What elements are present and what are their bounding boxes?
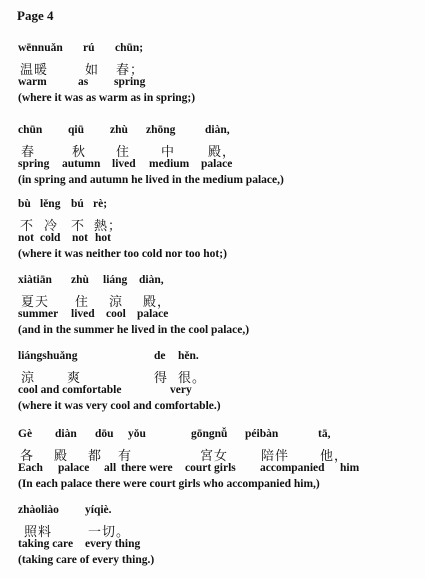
chinese-word: 夏天 bbox=[21, 295, 50, 310]
chinese-line bbox=[18, 367, 418, 384]
pinyin-word: zhōng bbox=[146, 124, 176, 136]
chinese-word: 很。 bbox=[178, 371, 207, 386]
chinese-word: 熱； bbox=[94, 219, 123, 234]
english-gloss-line bbox=[18, 384, 418, 400]
chinese-word: 殿 bbox=[54, 449, 69, 464]
pinyin-word: gōngnǚ bbox=[191, 428, 228, 440]
gloss-word: very bbox=[170, 384, 192, 396]
pinyin-word: dōu bbox=[95, 428, 114, 440]
chinese-line bbox=[18, 141, 418, 158]
pinyin-word: diàn, bbox=[139, 274, 164, 286]
chinese-word: 宮女 bbox=[200, 449, 229, 464]
chinese-word: 住 bbox=[75, 295, 90, 310]
gloss-word: cool and comfortable bbox=[18, 384, 122, 396]
pinyin-line bbox=[18, 274, 418, 291]
translation-text: (where it was neither too cold nor too hot;) bbox=[18, 248, 227, 260]
gloss-word: Each bbox=[18, 462, 43, 474]
translation-text: (taking care of every thing.) bbox=[18, 554, 155, 566]
stanza-3 bbox=[18, 198, 418, 264]
chinese-word: 春； bbox=[116, 63, 145, 78]
pinyin-word: yǒu bbox=[128, 428, 146, 440]
gloss-word: all bbox=[104, 462, 117, 474]
gloss-word: cool bbox=[106, 308, 126, 320]
pinyin-line bbox=[18, 42, 418, 59]
pinyin-word: qiū bbox=[68, 124, 84, 136]
chinese-line bbox=[18, 291, 418, 308]
pinyin-word: chūn bbox=[18, 124, 43, 136]
translation-line bbox=[18, 174, 418, 190]
pinyin-line bbox=[18, 198, 418, 215]
chinese-word: 殿， bbox=[208, 145, 237, 160]
chinese-word: 温暖 bbox=[20, 63, 49, 78]
chinese-word: 涼 bbox=[21, 371, 36, 386]
pinyin-word: diàn bbox=[55, 428, 77, 440]
gloss-word: every thing bbox=[85, 538, 141, 550]
gloss-word: spring bbox=[114, 76, 146, 88]
gloss-word: warm bbox=[18, 76, 47, 88]
gloss-word: medium bbox=[149, 158, 190, 170]
translation-line bbox=[18, 92, 418, 108]
gloss-word: him bbox=[340, 462, 360, 474]
pinyin-word: rè; bbox=[93, 198, 108, 210]
gloss-word: accompanied bbox=[260, 462, 325, 474]
chinese-line bbox=[18, 59, 418, 76]
chinese-word: 涼 bbox=[109, 295, 124, 310]
gloss-word: lived bbox=[112, 158, 136, 170]
translation-text: (In each palace there were court girls who accompanied him,) bbox=[18, 478, 320, 490]
stanza-5 bbox=[18, 350, 418, 416]
gloss-word: autumn bbox=[62, 158, 101, 170]
chinese-word: 秋 bbox=[72, 145, 87, 160]
gloss-word: lived bbox=[71, 308, 95, 320]
stanza-6 bbox=[18, 428, 418, 494]
gloss-word: court girls bbox=[185, 462, 236, 474]
stanza-7 bbox=[18, 504, 418, 570]
chinese-word: 不 bbox=[20, 219, 35, 234]
pinyin-line bbox=[18, 350, 418, 367]
pinyin-word: xiàtiān bbox=[18, 274, 52, 286]
translation-text: (in spring and autumn he lived in the medium palace,) bbox=[18, 174, 284, 186]
gloss-word: cold bbox=[40, 232, 61, 244]
gloss-word: palace bbox=[201, 158, 233, 170]
english-gloss-line bbox=[18, 538, 418, 554]
pinyin-word: liáng bbox=[103, 274, 128, 286]
pinyin-word: Gè bbox=[18, 428, 33, 440]
chinese-word: 中 bbox=[161, 145, 176, 160]
pinyin-word: lěng bbox=[40, 198, 61, 210]
pinyin-word: wēnnuǎn bbox=[18, 42, 63, 54]
translation-text: (where it was as warm as in spring;) bbox=[18, 92, 196, 104]
gloss-word: palace bbox=[137, 308, 169, 320]
chinese-word: 住 bbox=[116, 145, 131, 160]
translation-line bbox=[18, 554, 418, 570]
chinese-word: 都 bbox=[88, 449, 103, 464]
chinese-word: 陪伴 bbox=[261, 449, 290, 464]
pinyin-word: rú bbox=[83, 42, 95, 54]
pinyin-line bbox=[18, 428, 418, 445]
chinese-word: 冷 bbox=[44, 219, 59, 234]
pinyin-word: zhàoliào bbox=[18, 504, 59, 516]
gloss-word: palace bbox=[58, 462, 90, 474]
gloss-word: taking care bbox=[18, 538, 74, 550]
chinese-word: 一切。 bbox=[88, 525, 131, 540]
english-gloss-line bbox=[18, 462, 418, 478]
english-gloss-line bbox=[18, 76, 418, 92]
chinese-word: 照料 bbox=[24, 525, 53, 540]
pinyin-word: zhù bbox=[110, 124, 128, 136]
pinyin-word: hěn. bbox=[178, 350, 199, 362]
pinyin-line bbox=[18, 124, 418, 141]
stanza-4 bbox=[18, 274, 418, 340]
english-gloss-line bbox=[18, 308, 418, 324]
chinese-word: 如 bbox=[85, 63, 100, 78]
page-number: Page 4 bbox=[17, 8, 54, 23]
chinese-line bbox=[18, 445, 418, 462]
chinese-word: 有 bbox=[118, 449, 133, 464]
pinyin-word: bù bbox=[18, 198, 31, 210]
gloss-word: as bbox=[78, 76, 89, 88]
gloss-word: summer bbox=[18, 308, 59, 320]
gloss-word: hot bbox=[95, 232, 111, 244]
translation-text: (where it was very cool and comfortable.) bbox=[18, 400, 221, 412]
pinyin-word: yíqiè. bbox=[85, 504, 112, 516]
pinyin-word: bú bbox=[71, 198, 84, 210]
stanza-2 bbox=[18, 124, 418, 190]
chinese-line bbox=[18, 215, 418, 232]
pinyin-word: chūn; bbox=[115, 42, 144, 54]
chinese-word: 各 bbox=[20, 449, 35, 464]
pinyin-line bbox=[18, 504, 418, 521]
english-gloss-line bbox=[18, 232, 418, 248]
chinese-word: 春 bbox=[21, 145, 36, 160]
gloss-word: spring bbox=[18, 158, 50, 170]
pinyin-word: péibàn bbox=[245, 428, 279, 440]
chinese-word: 爽 bbox=[67, 371, 82, 386]
chinese-word: 不 bbox=[71, 219, 86, 234]
gloss-word: not bbox=[72, 232, 88, 244]
gloss-word: there were bbox=[121, 462, 173, 474]
translation-text: (and in the summer he lived in the cool palace,) bbox=[18, 324, 250, 336]
translation-line bbox=[18, 478, 418, 494]
chinese-line bbox=[18, 521, 418, 538]
chinese-word: 殿， bbox=[143, 295, 172, 310]
pinyin-word: zhù bbox=[71, 274, 89, 286]
pinyin-word: diàn, bbox=[205, 124, 230, 136]
translation-line bbox=[18, 400, 418, 416]
pinyin-word: de bbox=[154, 350, 166, 362]
english-gloss-line bbox=[18, 158, 418, 174]
pinyin-word: liángshuǎng bbox=[18, 350, 78, 362]
chinese-word: 他， bbox=[320, 449, 349, 464]
gloss-word: not bbox=[18, 232, 34, 244]
translation-line bbox=[18, 248, 418, 264]
chinese-word: 得 bbox=[154, 371, 169, 386]
pinyin-word: tā, bbox=[318, 428, 331, 440]
stanza-1 bbox=[18, 42, 418, 108]
translation-line bbox=[18, 324, 418, 340]
